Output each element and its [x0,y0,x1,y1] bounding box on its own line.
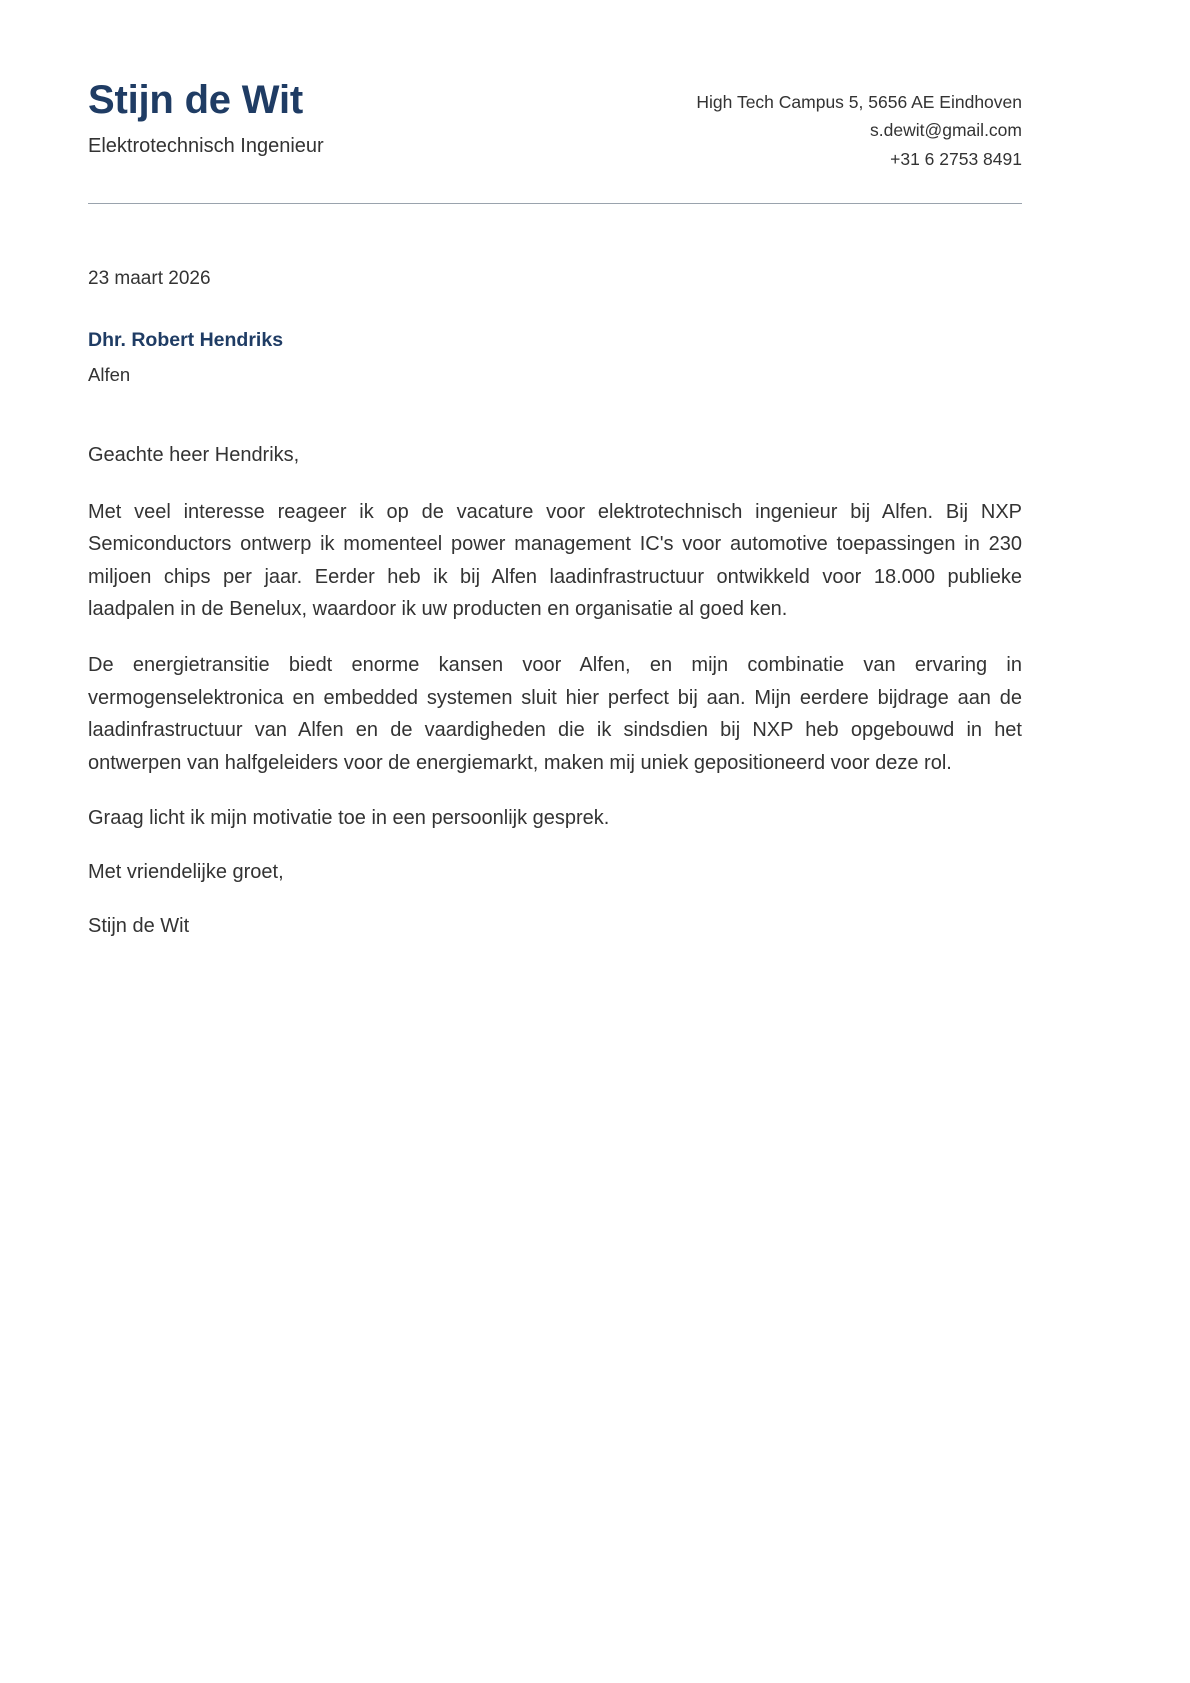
letter-body [88,440,1022,941]
body-paragraph-2: De energietransitie biedt enorme kansen voor Alfen, en mijn combinatie van ervaring in vermogenselektronica en embedded systemen sluit hier perfect bij aan. Mijn eerdere bijdrage aan de laadinfrastructuur van Alfen en de vaardigheden die ik sindsdien bij NXP heb opgebouwd in het ontwerpen van halfgeleiders voor de energiemarkt, maken mij uniek gepositioneerd voor deze rol. [88,654,1022,774]
closing-salutation: Met vriendelijke groet, [88,860,284,883]
recipient-name: Dhr. Robert Hendriks [88,328,284,351]
page-title: Stijn de Wit [88,78,304,122]
contact-block [696,74,1022,173]
job-title: Elektrotechnisch Ingenieur [88,134,324,157]
letter-meta [88,266,1022,388]
body-paragraph-1: Met veel interesse reageer ik op de vacature voor elektrotechnisch ingenieur bij Alfen. Bij NXP Semiconductors ontwerp ik momenteel power management IC's voor automotive toepassingen in 230 miljoen chips per jaar. Eerder heb ik bij Alfen laadinfrastructuur ontwikkeld voor 18.000 publieke laadpalen in de Benelux, waardoor ik uw producten en organisatie al goed ken. [88,500,1022,620]
letter-date: 23 maart 2026 [88,268,211,290]
header-divider [88,203,1022,204]
interview-request-line: Graag licht ik mijn motivatie toe in een persoonlijk gesprek. [88,806,610,829]
contact-address: High Tech Campus 5, 5656 AE Eindhoven [696,92,1022,112]
identity-block [88,74,324,159]
contact-email[interactable]: s.dewit@gmail.com [870,120,1022,141]
recipient-company: Alfen [88,363,131,385]
letter-header [88,0,1022,173]
salutation: Geachte heer Hendriks, [88,443,300,466]
signature-name: Stijn de Wit [88,914,190,937]
contact-phone[interactable]: +31 6 2753 8491 [890,148,1022,169]
letter-sheet [88,0,1022,941]
